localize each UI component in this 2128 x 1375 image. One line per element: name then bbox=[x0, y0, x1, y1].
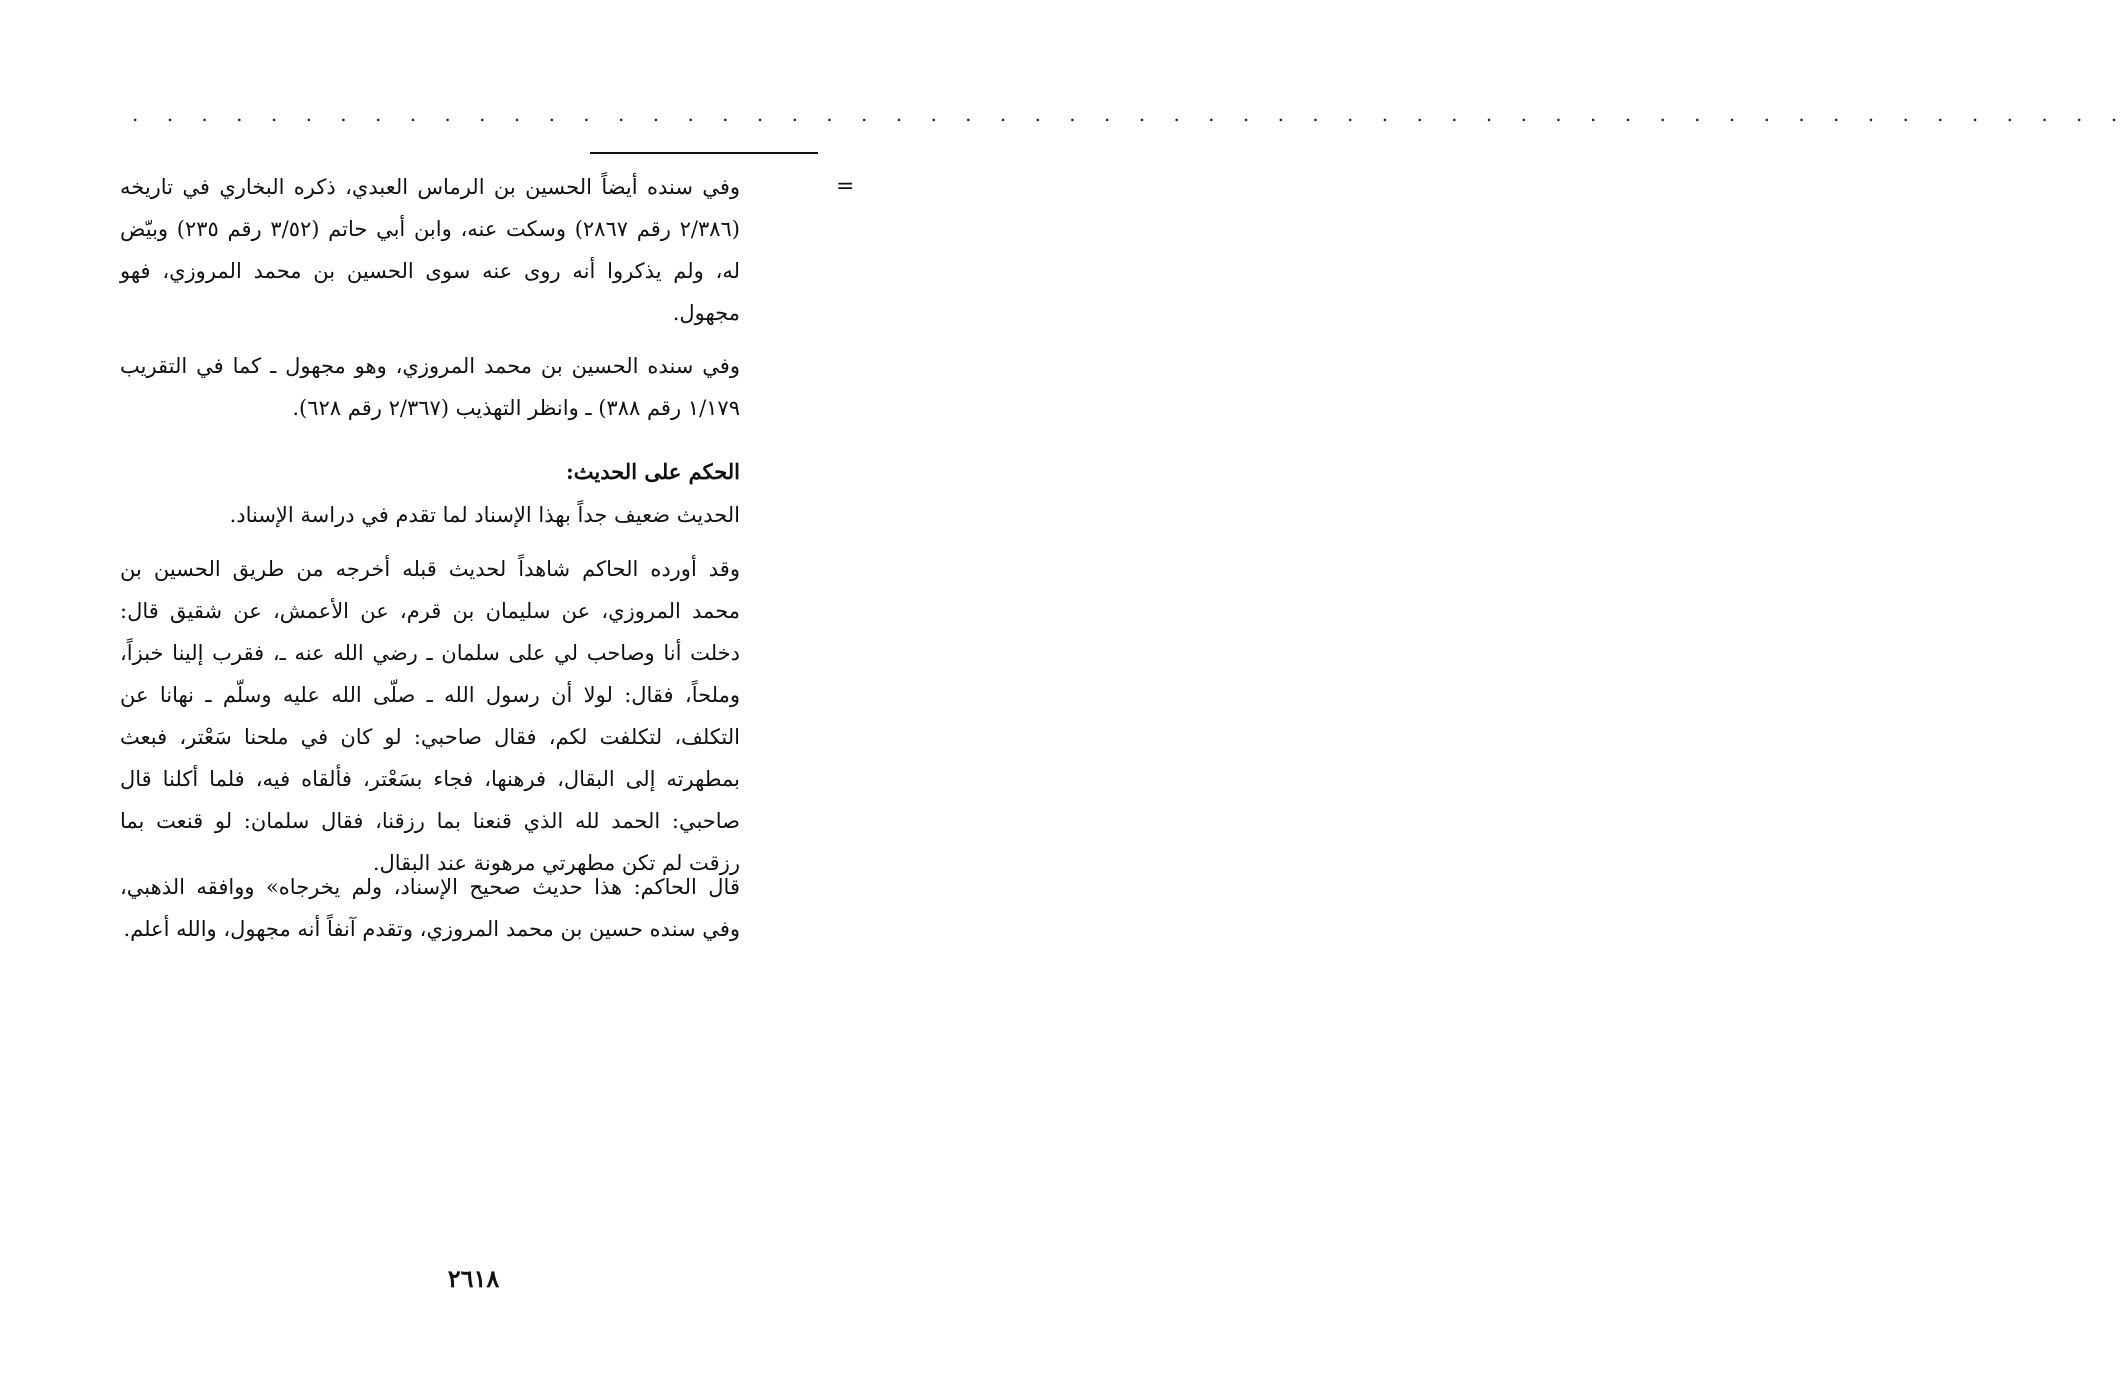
header-dotted-rule: . . . . . . . . . . . . . . . . . . . . . . . . . . . . . . . . . . . . . . . . . . . . . . . . . . . . . . . . . . bbox=[132, 102, 2128, 126]
hakim-assessment-paragraph: قال الحاكم: هذا حديث صحيح الإسناد، ولم يخرجاه» ووافقه الذهبي، وفي سنده حسين بن محمد المروزي، وتقدم آنفاً أنه مجهول، والله أعلم. bbox=[120, 875, 740, 941]
section-heading: الحكم على الحديث: bbox=[566, 459, 740, 484]
footnote-continuation-marker: = bbox=[836, 174, 855, 199]
footnote-paragraph-2: وفي سنده الحسين بن محمد المروزي، وهو مجهول ـ كما في التقريب ١/١٧٩ رقم ٣٨٨) ـ وانظر التهذيب (٢/٣٦٧ رقم ٦٢٨). bbox=[120, 354, 740, 420]
hadith-narration-paragraph: وقد أورده الحاكم شاهداً لحديث قبله أخرجه من طريق الحسين بن محمد المروزي، عن سليمان بن قرم، عن الأعمش، عن شقيق قال: دخلت أنا وصاحب لي على سلمان ـ رضي الله عنه ـ، فقرب إلينا خبزاً، وملحاً، فقال: لولا أن رسول الله ـ صلّى الله عليه وسلّم ـ نهانا عن التكلف، لتكلفت لكم، فقال صاحبي: لو كان في ملحنا سَعْتر، فبعث بمطهرته إلى البقال، فرهنها، فجاء بسَعْتر، فألقاه فيه، فلما أكلنا قال صاحبي: الحمد لله الذي قنعنا بما رزقنا، فقال سلمان: لو قنعت بما رزقت لم تكن مطهرتي مرهونة عند البقال. bbox=[120, 557, 740, 875]
footnote-separator-line bbox=[590, 152, 818, 154]
footnote-paragraph-1: وفي سنده أيضاً الحسين بن الرماس العبدي، ذكره البخاري في تاريخه (٢/٣٨٦ رقم ٢٨٦٧) وسكت عنه، وابن أبي حاتم (٣/٥٢ رقم ٢٣٥) وبيّض له، ولم يذكروا أنه روى عنه سوى الحسين بن محمد المروزي، فهو مجهول. bbox=[120, 175, 740, 325]
page-number: ٢٦١٨ bbox=[447, 1264, 500, 1293]
ruling-paragraph: الحديث ضعيف جداً بهذا الإسناد لما تقدم في دراسة الإسناد. bbox=[229, 503, 740, 527]
